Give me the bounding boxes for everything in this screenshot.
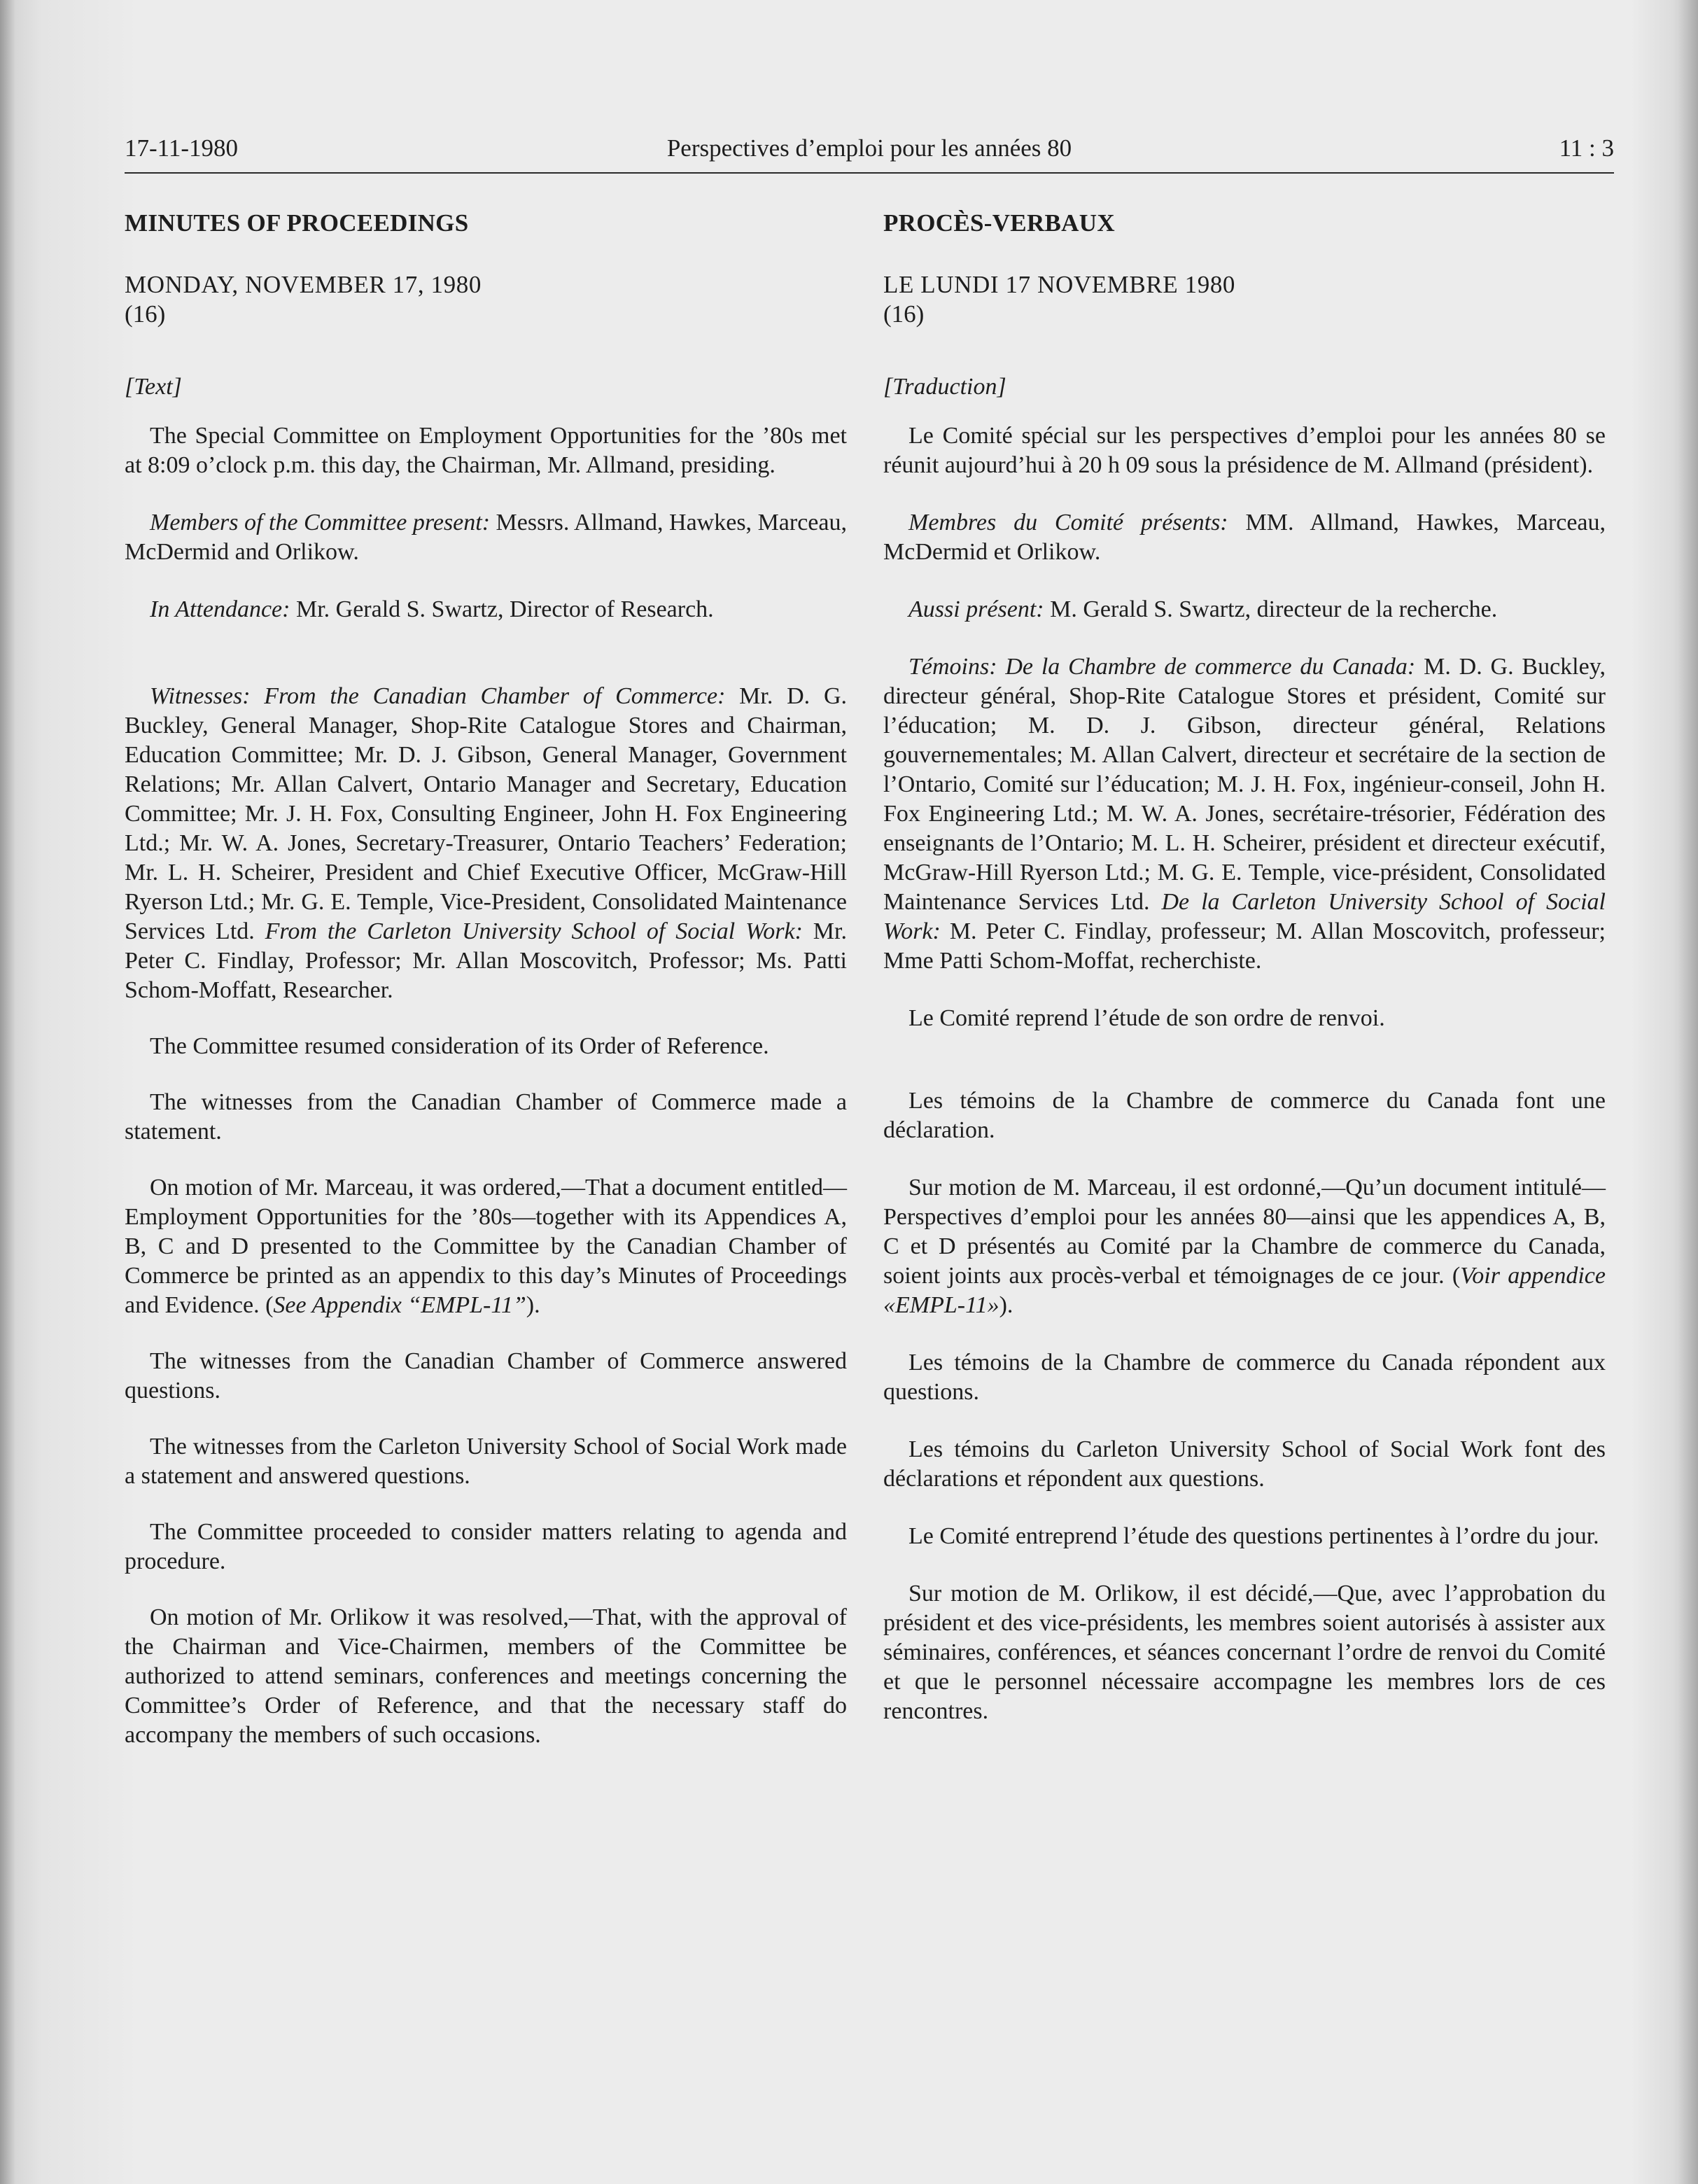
english-column (125, 209, 847, 1750)
english-paragraph-motion-orlikow: On motion of Mr. Orlikow it was resolved,—That, with the approval of the Chairman and Vice-Chairmen, members of the Committee be authorized to attend seminars, conferences and meetings concerning the Committee’s Order of Reference, and that the necessary staff do accompany the members of such occasions. (125, 1604, 847, 1748)
english-language-tag: [Text] (125, 374, 182, 400)
french-paragraph-motion-orlikow: Sur motion de M. Orlikow, il est décidé,—Que, avec l’approbation du président et des vice-présidents, les membres soient autorisés à assister aux séminaires, conférences, et séances concernant l’ordre de renvoi du Comité et que le personnel nécessaire accompagne les membres lors de ces rencontres. (883, 1581, 1606, 1724)
french-paragraph-questions: Les témoins de la Chambre de commerce du Canada répondent aux questions. (883, 1350, 1606, 1405)
english-paragraph-questions: The witnesses from the Canadian Chamber of Commerce answered questions. (125, 1348, 847, 1404)
french-date: LE LUNDI 17 NOVEMBRE 1980 (883, 271, 1236, 298)
english-paragraph-statement: The witnesses from the Canadian Chamber of Commerce made a statement. (125, 1089, 847, 1144)
french-paragraph-statement: Les témoins de la Chambre de commerce du Canada font une déclaration. (883, 1088, 1606, 1143)
french-paragraph-carleton: Les témoins du Carleton University School of Social Work font des déclarations et répondent aux questions. (883, 1436, 1606, 1492)
page-edge-shadow (1677, 0, 1698, 2184)
english-date: MONDAY, NOVEMBER 17, 1980 (125, 271, 482, 298)
french-column (883, 209, 1606, 1726)
english-paragraph-opening: The Special Committee on Employment Opportunities for the ’80s met at 8:09 o’clock p.m. this day, the Chairman, Mr. Allmand, presiding. (125, 423, 847, 478)
french-paragraph-motion-marceau: Sur motion de M. Marceau, il est ordonné,—Qu’un document intitulé—Perspectives d’emploi pour les années 80—ainsi que les appendices A, B, C et D présentés au Comité par la Chambre de commerce du Canada, soient joints aux procès-verbal et témoignages de ce jour. (Voir appendice «EMPL-11»). (883, 1175, 1606, 1318)
english-paragraph-attendance: In Attendance: Mr. Gerald S. Swartz, Director of Research. (150, 596, 714, 622)
french-paragraph-witnesses: Témoins: De la Chambre de commerce du Canada: M. D. G. Buckley, directeur général, Shop-Rite Catalogue Stores et président, Comité sur l’éducation; M. D. J. Gibson, directeur général, Relations gouvernementales; M. Allan Calvert, directeur et secrétaire de la section de l’Ontario, Comité sur l’éducation; M. J. H. Fox, ingénieur-conseil, John H. Fox Engineering Ltd.; M. W. A. Jones, secrétaire-trésorier, Fédération des enseignants de l’Ontario; M. L. H. Scheirer, président et directeur exécutif, McGraw-Hill Ryerson Ltd.; M. G. E. Temple, vice-président, Consolidated Maintenance Services Ltd. De la Carleton University School of Social Work: M. Peter C. Findlay, professeur; M. Allan Moscovitch, professeur; Mme Patti Schom-Moffat, recherchiste. (883, 654, 1606, 974)
english-paragraph-witnesses: Witnesses: From the Canadian Chamber of Commerce: Mr. D. G. Buckley, General Manager, Shop-Rite Catalogue Stores and Chairman, Education Committee; Mr. D. J. Gibson, General Manager, Government Relations; Mr. Allan Calvert, Ontario Manager and Secretary, Education Committee; Mr. J. H. Fox, Consulting Engineer, John H. Fox Engineering Ltd.; Mr. W. A. Jones, Secretary-Treasurer, Ontario Teachers’ Federation; Mr. L. H. Scheirer, President and Chief Executive Officer, McGraw-Hill Ryerson Ltd.; Mr. G. E. Temple, Vice-President, Consolidated Maintenance Services Ltd. From the Carleton University School of Social Work: Mr. Peter C. Findlay, Professor; Mr. Allan Moscovitch, Professor; Ms. Patti Schom-Moffatt, Researcher. (125, 683, 847, 1003)
english-paragraph-carleton: The witnesses from the Carleton University School of Social Work made a statement and answered questions. (125, 1434, 847, 1489)
header-rule (125, 172, 1614, 174)
english-paragraph-motion-marceau: On motion of Mr. Marceau, it was ordered,—That a document entitled—Employment Opportunities for the ’80s—together with its Appendices A, B, C and D presented to the Committee by the Canadian Chamber of Commerce be printed as an appendix to this day’s Minutes of Proceedings and Evidence. (See Appendix “EMPL-11”). (125, 1175, 847, 1318)
french-paragraph-resumed: Le Comité reprend l’étude de son ordre de renvoi. (908, 1005, 1385, 1031)
book-spine-shadow (0, 0, 15, 2184)
header-page-number: 11 : 3 (1559, 134, 1614, 162)
french-paragraph-members: Membres du Comité présents: MM. Allmand, Hawkes, Marceau, McDermid et Orlikow. (883, 510, 1606, 565)
english-paragraph-agenda: The Committee proceeded to consider matters relating to agenda and procedure. (125, 1519, 847, 1574)
french-paragraph-agenda: Le Comité entreprend l’étude des questions pertinentes à l’ordre du jour. (908, 1523, 1599, 1549)
french-language-tag: [Traduction] (883, 374, 1006, 400)
header-date: 17-11-1980 (125, 134, 239, 162)
running-header (125, 134, 1614, 169)
french-title: PROCÈS-VERBAUX (883, 209, 1115, 237)
french-sitting-number: (16) (883, 300, 925, 328)
english-paragraph-resumed: The Committee resumed consideration of its Order of Reference. (150, 1033, 769, 1059)
header-title: Perspectives d’emploi pour les années 80 (666, 134, 1072, 162)
english-paragraph-members: Members of the Committee present: Messrs. Allmand, Hawkes, Marceau, McDermid and Orlikow. (125, 510, 847, 565)
french-paragraph-opening: Le Comité spécial sur les perspectives d’emploi pour les années 80 se réunit aujourd’hui à 20 h 09 sous la présidence de M. Allmand (président). (883, 423, 1606, 478)
english-sitting-number: (16) (125, 300, 166, 328)
french-paragraph-attendance: Aussi présent: M. Gerald S. Swartz, directeur de la recherche. (908, 596, 1498, 622)
english-title: MINUTES OF PROCEEDINGS (125, 209, 469, 237)
